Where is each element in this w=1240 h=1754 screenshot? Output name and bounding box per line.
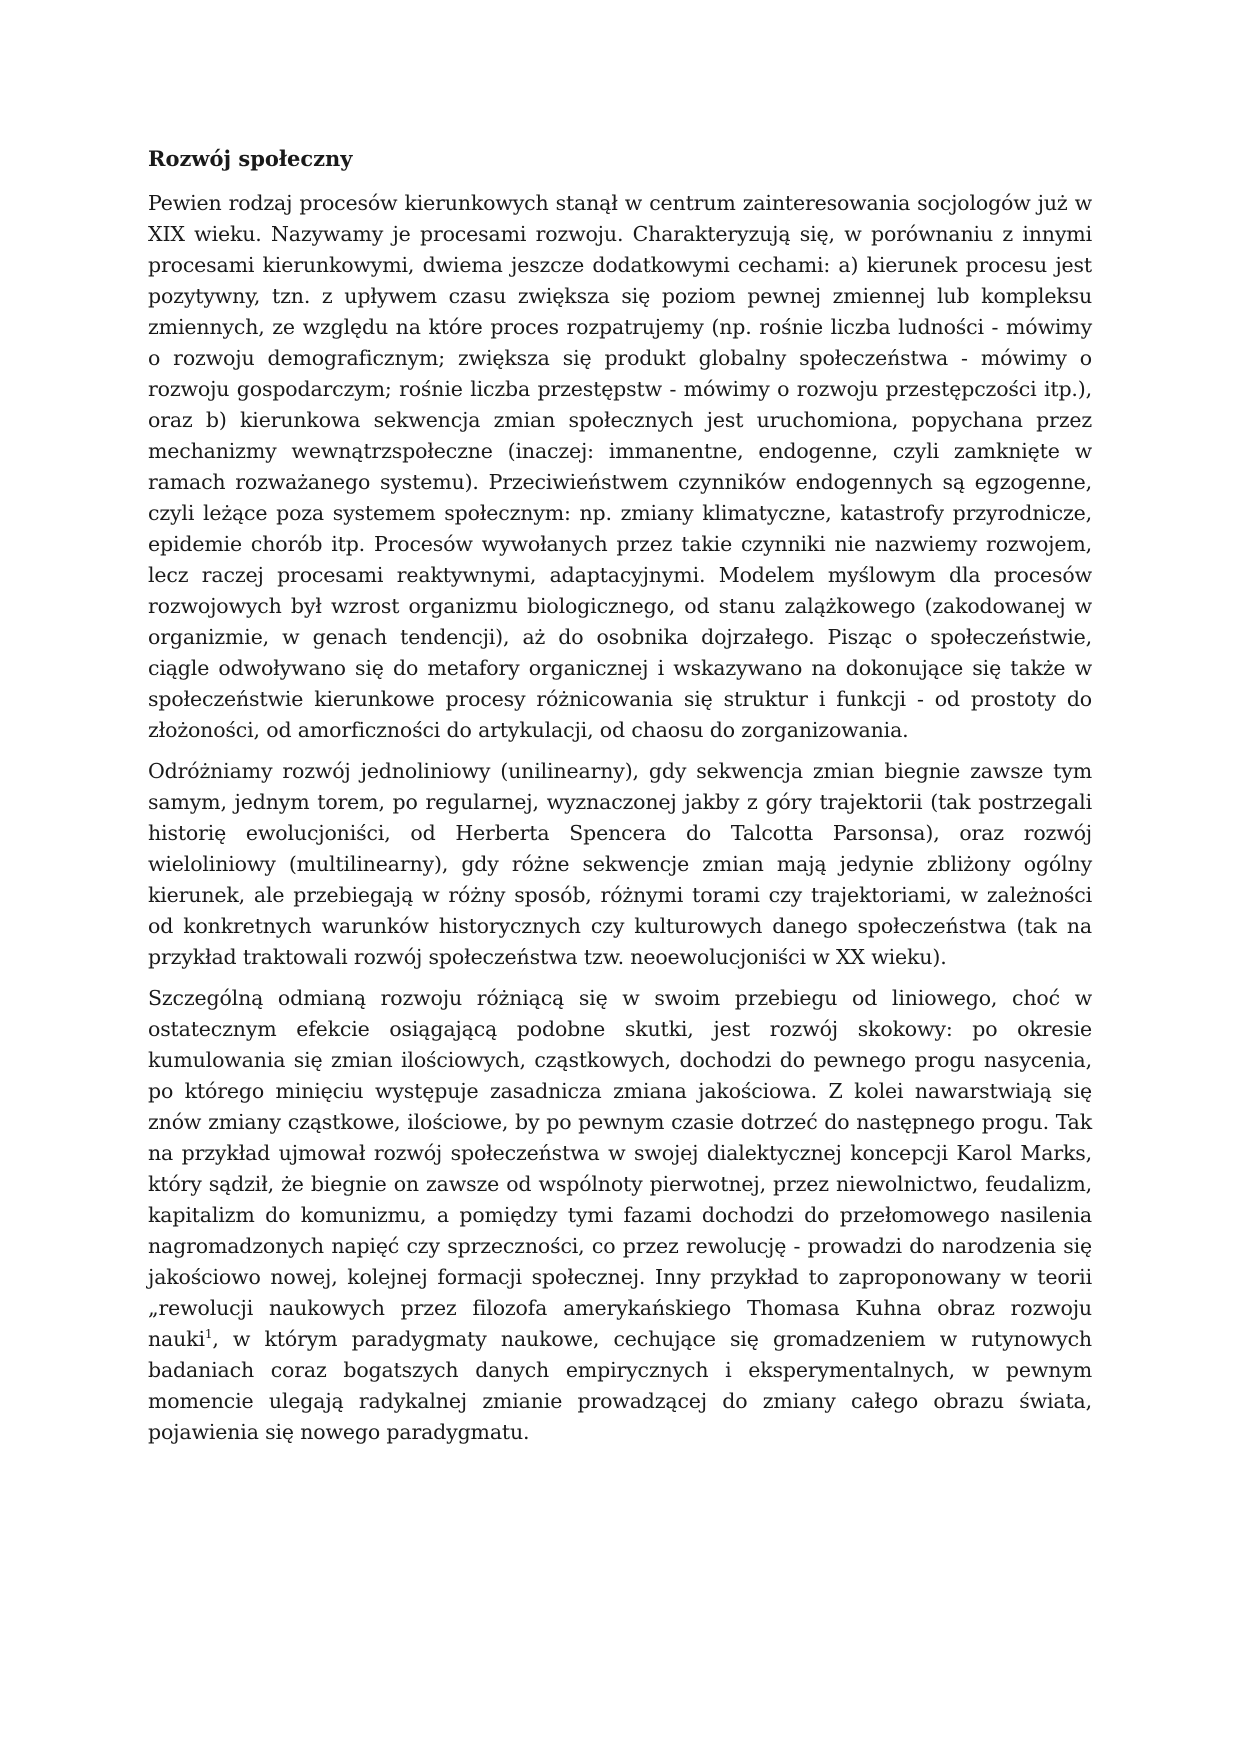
paragraph-3 [148, 983, 1092, 1448]
paragraph-1: Pewien rodzaj procesów kierunkowych stanął w centrum zainteresowania socjologów już w XIX wieku. Nazywamy je procesami rozwoju. Charakteryzują się, w porównaniu z innymi procesami kierunkowymi, dwiema jeszcze dodatkowymi cechami: a) kierunek procesu jest pozytywny, tzn. z upływem czasu zwiększa się poziom pewnej zmiennej lub kompleksu zmiennych, ze względu na które proces rozpatrujemy (np. rośnie liczba ludności - mówimy o rozwoju demograficznym; zwiększa się produkt globalny społeczeństwa - mówimy o rozwoju gospodarczym; rośnie liczba przestępstw - mówimy o rozwoju przestępczości itp.), oraz b) kierunkowa sekwencja zmian społecznych jest uruchomiona, popychana przez mechanizmy wewnątrzspołeczne (inaczej: immanentne, endogenne, czyli zamknięte w ramach rozważanego systemu). Przeciwieństwem czynników endogennych są egzogenne, czyli leżące poza systemem społecznym: np. zmiany klimatyczne, katastrofy przyrodnicze, epidemie chorób itp. Procesów wywołanych przez takie czynniki nie nazwiemy rozwojem, lecz raczej procesami reaktywnymi, adaptacyjnymi. Modelem myślowym dla procesów rozwojowych był wzrost organizmu biologicznego, od stanu zalążkowego (zakodowanej w organizmie, w genach tendencji), aż do osobnika dojrzałego. Pisząc o społeczeństwie, ciągle odwoływano się do metafory organicznej i wskazywano na dokonujące się także w społeczeństwie kierunkowe procesy różnicowania się struktur i funkcji - od prostoty do złożoności, od amorficzności do artykulacji, od chaosu do zorganizowania. [148, 191, 1092, 742]
document-title: Rozwój społeczny [148, 146, 353, 171]
footnote-marker: 1 [204, 1327, 213, 1342]
paragraph-3-text-before-footnote: Szczególną odmianą rozwoju różniącą się w swoim przebiegu od liniowego, choć w ostatecznym efekcie osiągającą podobne skutki, jest rozwój skokowy: po okresie kumulowania się zmian ilościowych, cząstkowych, dochodzi do pewnego progu nasycenia, po którego minięciu występuje zasadnicza zmiana jakościowa. Z kolei nawarstwiają się znów zmiany cząstkowe, ilościowe, by po pewnym czasie dotrzeć do następnego progu. Tak na przykład ujmował rozwój społeczeństwa w swojej dialektycznej koncepcji Karol Marks, który sądził, że biegnie on zawsze od wspólnoty pierwotnej, przez niewolnictwo, feudalizm, kapitalizm do komunizmu, a pomiędzy tymi fazami dochodzi do przełomowego nasilenia nagromadzonych napięć czy sprzeczności, co przez rewolucję - prowadzi do narodzenia się jakościowo nowej, kolejnej formacji społecznej. Inny przykład to zaproponowany w teorii „rewolucji naukowych przez filozofa amerykańskiego Thomasa Kuhna obraz rozwoju nauki [148, 986, 1092, 1351]
document-page [148, 144, 1092, 1458]
paragraph-2: Odróżniamy rozwój jednoliniowy (unilinearny), gdy sekwencja zmian biegnie zawsze tym samym, jednym torem, po regularnej, wyznaczonej jakby z góry trajektorii (tak postrzegali historię ewolucjoniści, od Herberta Spencera do Talcotta Parsonsa), oraz rozwój wieloliniowy (multilinearny), gdy różne sekwencje zmian mają jedynie zbliżony ogólny kierunek, ale przebiegają w różny sposób, różnymi torami czy trajektoriami, w zależności od konkretnych warunków historycznych czy kulturowych danego społeczeństwa (tak na przykład traktowali rozwój społeczeństwa tzw. neoewolucjoniści w XX wieku). [148, 759, 1092, 969]
paragraph-3-text-after-footnote: , w którym paradygmaty naukowe, cechujące się gromadzeniem w rutynowych badaniach coraz bogatszych danych empirycznych i eksperymentalnych, w pewnym momencie ulegają radykalnej zmianie prowadzącej do zmiany całego obrazu świata, pojawienia się nowego paradygmatu. [148, 1327, 1092, 1444]
